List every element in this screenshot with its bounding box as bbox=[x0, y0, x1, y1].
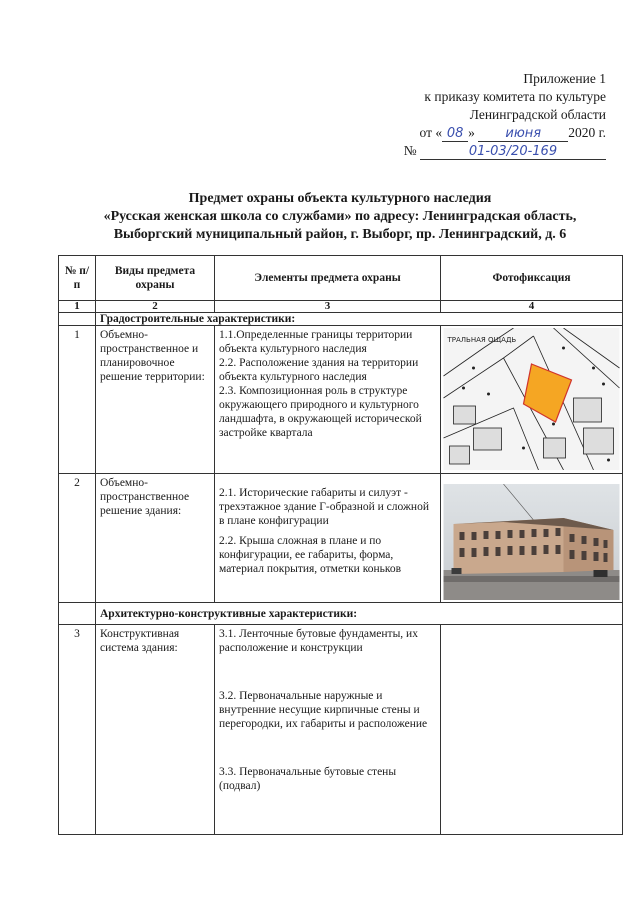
element-item: 2.3. Композиционная роль в структуре окружающего природного и культурного ландшафта, в окружающей исторической застройке квартала bbox=[219, 385, 422, 439]
num-value: 01-03/20-169 bbox=[420, 145, 606, 160]
element-item: 3.3. Первоначальные бутовые стены (подвал) bbox=[219, 766, 397, 792]
photo-cell bbox=[441, 625, 623, 835]
header-elements: Элементы предмета охраны bbox=[215, 256, 441, 301]
element-item: 3.2. Первоначальные наружные и внутренние несущие кирпичные стены и перегородки, их габариты и расположение bbox=[219, 690, 428, 730]
map-label: ТРАЛЬНАЯ ОЩАДЬ bbox=[447, 336, 517, 344]
header-type: Виды предмета охраны bbox=[96, 256, 215, 301]
annex-line2: к приказу комитета по культуре bbox=[424, 89, 606, 104]
photo-cell bbox=[441, 474, 623, 603]
annex-date bbox=[346, 124, 606, 142]
table-row bbox=[59, 625, 623, 835]
col-number: 2 bbox=[96, 301, 215, 313]
empty-cell bbox=[59, 313, 96, 326]
date-day: 08 bbox=[442, 127, 468, 142]
section-row bbox=[59, 603, 623, 625]
date-year: 2020 г. bbox=[568, 125, 606, 140]
section-title: Градостроительные характеристики: bbox=[96, 313, 623, 326]
date-mid: » bbox=[468, 125, 475, 140]
col-number: 1 bbox=[59, 301, 96, 313]
date-prefix: от « bbox=[419, 125, 443, 140]
element-item: 2.2. Расположение здания на территории объекта культурного наследия bbox=[219, 357, 419, 383]
row-type: Конструктивная система здания: bbox=[96, 625, 215, 835]
row-number: 1 bbox=[59, 326, 96, 474]
title-line3: Выборгский муниципальный район, г. Выборг, пр. Ленинградский, д. 6 bbox=[113, 227, 567, 242]
col-number: 3 bbox=[215, 301, 441, 313]
element-item: 3.1. Ленточные бутовые фундаменты, их расположение и конструкции bbox=[219, 628, 418, 654]
building-photo bbox=[443, 484, 620, 600]
header-num: № п/п bbox=[59, 256, 96, 301]
date-month: июня bbox=[478, 127, 568, 142]
protection-table bbox=[58, 255, 623, 835]
title-line2: «Русская женская школа со службами» по адресу: Ленинградская область, bbox=[103, 209, 577, 224]
table-row bbox=[59, 326, 623, 474]
section-row bbox=[59, 313, 623, 326]
row-type: Объемно-пространственное решение здания: bbox=[96, 474, 215, 603]
section-title: Архитектурно-конструктивные характеристики: bbox=[96, 603, 623, 625]
row-type: Объемно-пространственное и планировочное решение территории: bbox=[96, 326, 215, 474]
element-item: 1.1.Определенные границы территории объекта культурного наследия bbox=[219, 329, 413, 355]
col-number: 4 bbox=[441, 301, 623, 313]
column-number-row bbox=[59, 301, 623, 313]
header-photo: Фотофиксация bbox=[441, 256, 623, 301]
row-elements bbox=[215, 326, 441, 474]
annex-number bbox=[346, 142, 606, 160]
row-number: 2 bbox=[59, 474, 96, 603]
annex-line3: Ленинградской области bbox=[469, 107, 606, 122]
table-row bbox=[59, 474, 623, 603]
title-line1: Предмет охраны объекта культурного наследия bbox=[188, 191, 492, 206]
empty-cell bbox=[59, 603, 96, 625]
table-header-row bbox=[59, 256, 623, 301]
row-elements bbox=[215, 474, 441, 603]
element-item: 2.1. Исторические габариты и силуэт - трехэтажное здание Г-образной и сложной в плане конфигурации bbox=[219, 487, 429, 527]
row-number: 3 bbox=[59, 625, 96, 835]
document-title bbox=[60, 190, 620, 244]
photo-cell bbox=[441, 326, 623, 474]
element-item: 2.2. Крыша сложная в плане и по конфигурации, ее габариты, форма, материал покрытия, отметки коньков bbox=[219, 535, 402, 575]
num-prefix: № bbox=[403, 143, 417, 158]
annex-line1: Приложение 1 bbox=[523, 71, 606, 86]
row-elements bbox=[215, 625, 441, 835]
site-map-image bbox=[443, 328, 620, 470]
annex-block bbox=[346, 70, 606, 160]
